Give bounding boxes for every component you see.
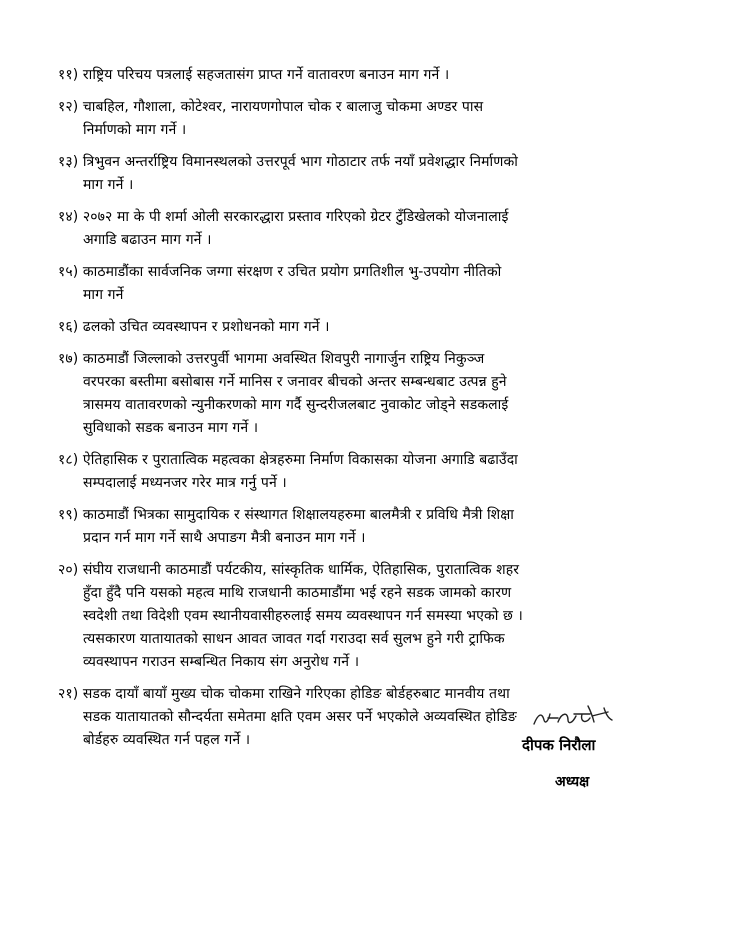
list-item-line: वरपरका बस्तीमा बसोबास गर्ने मानिस र जनावर बीचको अन्तर सम्बन्धबाट उत्पन्न हुने bbox=[83, 374, 507, 390]
list-item-line: व्यवस्थापन गराउन सम्बन्धित निकाय संग अनुरोध गर्ने । bbox=[83, 654, 360, 670]
list-item-line: स्वदेशी तथा विदेशी एवम स्थानीयवासीहरुलाई समय व्यवस्थापन गर्न समस्या भएको छ । bbox=[83, 608, 523, 624]
list-item bbox=[58, 348, 698, 440]
list-item-line: प्रदान गर्न माग गर्ने साथै अपाङग मैत्री बनाउन माग गर्ने । bbox=[83, 530, 366, 546]
list-item-line: ११) राष्ट्रिय परिचय पत्रलाई सहजतासंग प्राप्त गर्ने वातावरण बनाउन माग गर्ने । bbox=[58, 67, 450, 83]
list-item-line: माग गर्ने bbox=[83, 287, 124, 303]
list-item bbox=[58, 559, 698, 674]
list-item-line: २१) सडक दायाँ बायाँ मुख्य चोक चोकमा राखिने गरिएका होडिङ बोर्डहरुबाट मानवीय तथा bbox=[58, 686, 510, 702]
list-item bbox=[58, 64, 698, 87]
list-item-line: २०) संघीय राजधानी काठमाडौं पर्यटकीय, सांस्कृतिक धार्मिक, ऐतिहासिक, पुरातात्विक शहर bbox=[58, 562, 520, 578]
list-item-line: अगाडि बढाउन माग गर्ने । bbox=[83, 232, 212, 248]
list-item-line: निर्माणको माग गर्ने । bbox=[83, 122, 187, 138]
list-item bbox=[58, 504, 698, 550]
list-item-line: सडक यातायातको सौन्दर्यता समेतमा क्षति एवम असर पर्ने भएकोले अव्यवस्थित होडिङ bbox=[83, 709, 517, 725]
list-item-line: १४) २०७२ मा के पी शर्मा ओली सरकारद्धारा प्रस्ताव गरिएको ग्रेटर टुँडिखेलको योजनालाई bbox=[58, 209, 509, 225]
signatory-name: दीपक निरौला bbox=[522, 736, 596, 754]
list-item-line: त्यसकारण यातायातको साधन आवत जावत गर्दा गराउदा सर्व सुलभ हुने गरी ट्राफिक bbox=[83, 631, 505, 647]
list-item-line: बोर्डहरु व्यवस्थित गर्न पहल गर्ने । bbox=[83, 732, 251, 748]
list-item bbox=[58, 206, 698, 252]
list-item-line: १३) त्रिभुवन अन्तर्राष्ट्रिय विमानस्थलको उत्तरपूर्व भाग गोठाटार तर्फ नयाँ प्रवेशद्धार निर्माणको bbox=[58, 154, 518, 170]
list-item-line: माग गर्ने । bbox=[83, 177, 134, 193]
list-item-line: त्रासमय वातावरणको न्युनीकरणको माग गर्दै सुन्दरीजलबाट नुवाकोट जोड्ने सडकलाई bbox=[83, 397, 509, 413]
list-item bbox=[58, 261, 698, 307]
list-item bbox=[58, 151, 698, 197]
handwritten-signature bbox=[528, 694, 618, 734]
list-item-line: १९) काठमाडौं भित्रका सामुदायिक र संस्थागत शिक्षालयहरुमा बालमैत्री र प्रविधि मैत्री शिक्षा bbox=[58, 507, 515, 523]
list-item bbox=[58, 449, 698, 495]
list-item-line: १२) चाबहिल, गौशाला, कोटेश्वर, नारायणगोपाल चोक र बालाजु चोकमा अण्डर पास bbox=[58, 99, 484, 115]
list-item-line: सम्पदालाई मध्यनजर गरेर मात्र गर्नु पर्ने । bbox=[83, 475, 287, 491]
list-item bbox=[58, 316, 698, 339]
list-item-line: सुविधाको सडक बनाउन माग गर्ने । bbox=[83, 420, 259, 436]
list-item-line: १८) ऐतिहासिक र पुरातात्विक महत्वका क्षेत्रहरुमा निर्माण विकासका योजना अगाडि बढाउँदा bbox=[58, 452, 518, 468]
demands-list bbox=[58, 64, 698, 761]
signatory-title: अध्यक्ष bbox=[555, 774, 590, 790]
list-item-line: १७) काठमाडौं जिल्लाको उत्तरपुर्वी भागमा अवस्थित शिवपुरी नागार्जुन राष्ट्रिय निकुञ्ज bbox=[58, 351, 485, 367]
list-item-line: हुँदा हुँदै पनि यसको महत्व माथि राजधानी काठमाडौंमा भई रहने सडक जामको कारण bbox=[83, 585, 512, 601]
list-item bbox=[58, 96, 698, 142]
list-item-line: १६) ढलको उचित व्यवस्थापन र प्रशोधनको माग गर्ने । bbox=[58, 319, 330, 335]
list-item-line: १५) काठमाडौंका सार्वजनिक जग्गा संरक्षण र उचित प्रयोग प्रगतिशील भु-उपयोग नीतिको bbox=[58, 264, 502, 280]
